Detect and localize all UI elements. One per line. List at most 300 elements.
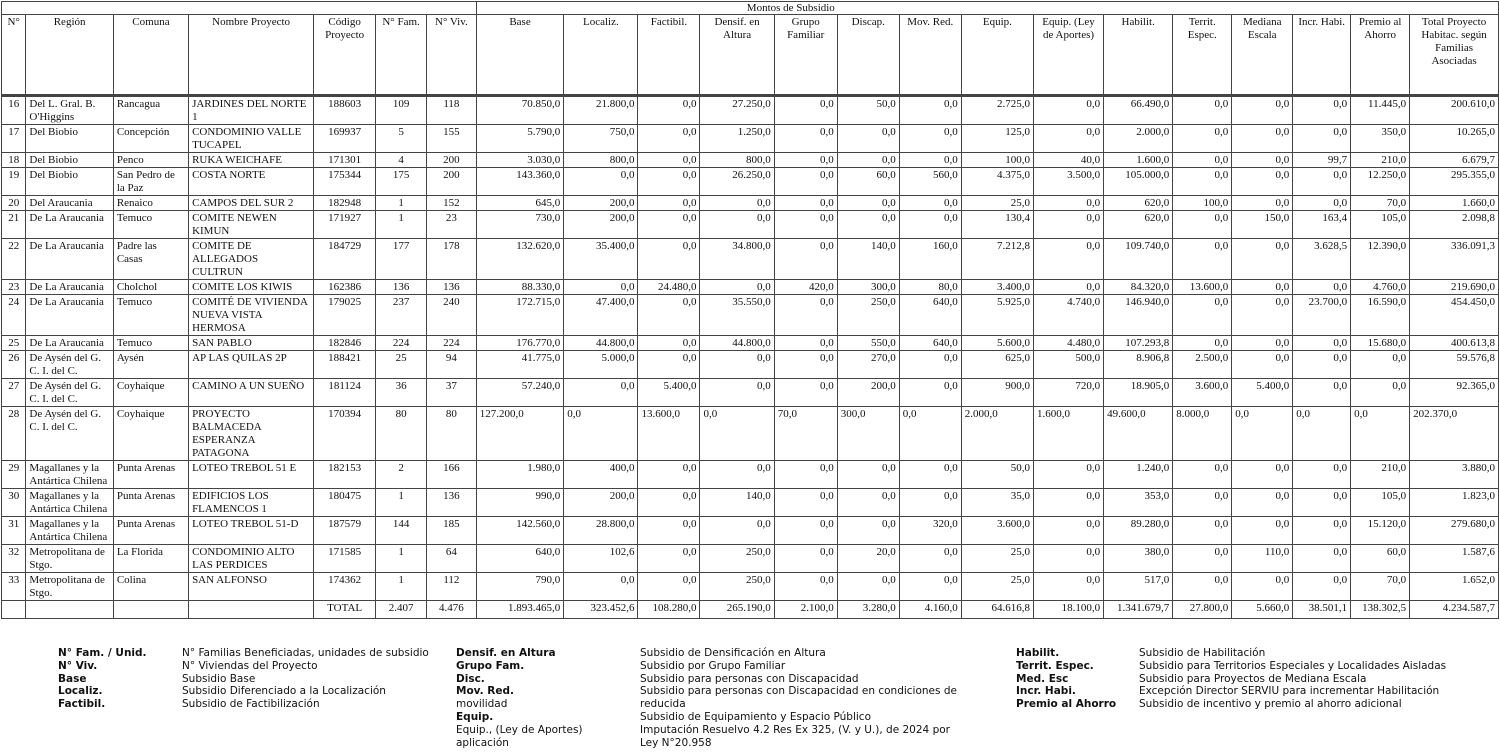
subsidy-amount-cell: 0,0 xyxy=(1293,196,1351,211)
subsidy-amount-cell: 560,0 xyxy=(899,168,961,196)
subsidy-amount-cell: 500,0 xyxy=(1033,351,1103,379)
subsidy-amount-cell: 0,0 xyxy=(1173,336,1232,351)
families-cell: 1 xyxy=(376,489,427,517)
subsidy-amount-cell: 84.320,0 xyxy=(1104,280,1173,295)
subsidy-amount-cell: 250,0 xyxy=(837,295,899,336)
legend-key: Med. Esc xyxy=(1016,672,1069,685)
subsidy-amount-cell: 163,4 xyxy=(1293,211,1351,239)
subsidy-amount-cell: 105,0 xyxy=(1351,489,1410,517)
subsidy-amount-cell: 0,0 xyxy=(638,168,700,196)
column-header: Mov. Red. xyxy=(899,15,961,96)
families-cell: 177 xyxy=(376,239,427,280)
subsidy-amount-cell: 132.620,0 xyxy=(476,239,563,280)
subsidy-amount-cell: 990,0 xyxy=(476,489,563,517)
comuna-cell: Penco xyxy=(113,153,188,168)
subsidy-amount-cell: 50,0 xyxy=(837,96,899,125)
subsidy-amount-cell: 2.098,8 xyxy=(1410,211,1499,239)
subsidy-amount-cell: 2.000,0 xyxy=(1104,125,1173,153)
subsidy-amount-cell: 26.250,0 xyxy=(700,168,774,196)
region-cell: De La Araucania xyxy=(26,336,113,351)
project-code-cell: 179025 xyxy=(314,295,376,336)
subsidy-amount-cell: 0,0 xyxy=(1033,461,1103,489)
column-header: Equip. (Ley de Aportes) xyxy=(1033,15,1103,96)
subsidy-amount-cell: 0,0 xyxy=(1293,168,1351,196)
region-cell: Metropolitana de Stgo. xyxy=(26,573,113,601)
subsidy-amount-cell: 0,0 xyxy=(1351,351,1410,379)
super-header-row xyxy=(2,2,1499,15)
subsidy-amount-cell: 279.680,0 xyxy=(1410,517,1499,545)
subsidy-amount-cell: 0,0 xyxy=(1351,407,1410,461)
families-cell: 109 xyxy=(376,96,427,125)
subsidy-amount-cell: 0,0 xyxy=(1293,545,1351,573)
project-name-cell: AP LAS QUILAS 2P xyxy=(189,351,314,379)
subsidy-amount-cell: 172.715,0 xyxy=(476,295,563,336)
subsidy-amount-cell: 320,0 xyxy=(899,517,961,545)
families-cell: 36 xyxy=(376,379,427,407)
comuna-cell: Punta Arenas xyxy=(113,489,188,517)
comuna-cell: Coyhaique xyxy=(113,379,188,407)
subsidy-amount-cell: 0,0 xyxy=(638,153,700,168)
subsidy-amount-cell: 140,0 xyxy=(700,489,774,517)
legend-item xyxy=(456,685,957,698)
subsidy-amount-cell: 1.240,0 xyxy=(1104,461,1173,489)
legend-item xyxy=(1016,673,1446,686)
subsidy-amount-cell: 0,0 xyxy=(1293,379,1351,407)
subsidy-amount-cell: 1.652,0 xyxy=(1410,573,1499,601)
subsidy-amount-cell: 0,0 xyxy=(1033,489,1103,517)
subsidy-amount-cell: 0,0 xyxy=(1232,461,1293,489)
table-row xyxy=(2,211,1499,239)
subsidy-amount-cell: 23.700,0 xyxy=(1293,295,1351,336)
subsidy-amount-cell: 70,0 xyxy=(1351,196,1410,211)
subsidy-amount-cell: 0,0 xyxy=(1033,573,1103,601)
subsidy-amount-cell: 0,0 xyxy=(1232,295,1293,336)
subsidy-amount-cell: 35,0 xyxy=(961,489,1033,517)
region-cell: De La Araucania xyxy=(26,295,113,336)
subsidy-amount-cell: 3.880,0 xyxy=(1410,461,1499,489)
subsidy-amount-cell: 0,0 xyxy=(1232,351,1293,379)
subsidy-amount-cell: 0,0 xyxy=(774,211,837,239)
legend-item xyxy=(456,711,957,724)
comuna-cell: Temuco xyxy=(113,211,188,239)
project-code-cell: 187579 xyxy=(314,517,376,545)
subsidy-amount-cell: 1.600,0 xyxy=(1104,153,1173,168)
project-code-cell: 175344 xyxy=(314,168,376,196)
table-row xyxy=(2,489,1499,517)
legend-key: Base xyxy=(58,672,87,685)
subsidy-amount-cell: 454.450,0 xyxy=(1410,295,1499,336)
region-cell: Del Biobio xyxy=(26,153,113,168)
dwellings-cell: 155 xyxy=(426,125,476,153)
subsidy-amount-cell: 89.280,0 xyxy=(1104,517,1173,545)
subsidy-amount-cell: 0,0 xyxy=(1173,168,1232,196)
comuna-cell: Rancagua xyxy=(113,96,188,125)
subsidy-amount-cell: 13.600,0 xyxy=(638,407,700,461)
legend-description: Excepción Director SERVIU para incrementar Habilitación xyxy=(1139,685,1440,698)
subsidy-amount-cell: 4.740,0 xyxy=(1033,295,1103,336)
subsidy-amount-cell: 0,0 xyxy=(837,517,899,545)
dwellings-cell: 136 xyxy=(426,280,476,295)
region-cell: De Aysén del G. C. I. del C. xyxy=(26,407,113,461)
subsidy-amount-cell: 0,0 xyxy=(1293,125,1351,153)
legend-key: Disc. xyxy=(456,672,485,685)
subsidy-amount-cell: 50,0 xyxy=(961,461,1033,489)
subsidy-amount-cell: 0,0 xyxy=(899,407,961,461)
subsidy-amount-cell: 0,0 xyxy=(837,153,899,168)
legend-key: N° Viv. xyxy=(58,659,98,672)
total-amount-cell: 38.501,1 xyxy=(1293,601,1351,619)
project-name-cell: PROYECTO BALMACEDA ESPERANZA PATAGONA xyxy=(189,407,314,461)
legend-item xyxy=(1016,698,1446,711)
subsidy-amount-cell: 3.600,0 xyxy=(1173,379,1232,407)
column-header: Nombre Proyecto xyxy=(189,15,314,96)
region-cell: De La Araucania xyxy=(26,211,113,239)
families-cell: 1 xyxy=(376,211,427,239)
subsidy-amount-cell: 200,0 xyxy=(564,489,638,517)
legend-item xyxy=(58,685,429,698)
subsidy-amount-cell: 0,0 xyxy=(837,573,899,601)
subsidy-amount-cell: 18.905,0 xyxy=(1104,379,1173,407)
subsidy-amount-cell: 25,0 xyxy=(961,545,1033,573)
comuna-cell: Padre las Casas xyxy=(113,239,188,280)
total-amount-cell: 64.616,8 xyxy=(961,601,1033,619)
legend-description: Subsidio de Densificación en Altura xyxy=(640,647,826,659)
total-amount-cell: 4.160,0 xyxy=(899,601,961,619)
legend-item xyxy=(58,673,429,686)
region-cell: Del Araucania xyxy=(26,196,113,211)
comuna-cell: Punta Arenas xyxy=(113,461,188,489)
subsidy-amount-cell: 12.250,0 xyxy=(1351,168,1410,196)
subsidy-amount-cell: 7.212,8 xyxy=(961,239,1033,280)
legend-description: Subsidio de incentivo y premio al ahorro adicional xyxy=(1139,698,1402,711)
subsidy-amount-cell: 0,0 xyxy=(1173,573,1232,601)
legend-item xyxy=(58,647,429,660)
project-code-cell: 182948 xyxy=(314,196,376,211)
subsidy-amount-cell: 27.250,0 xyxy=(700,96,774,125)
subsidy-amount-cell: 250,0 xyxy=(700,573,774,601)
total-amount-cell: 27.800,0 xyxy=(1173,601,1232,619)
subsidy-amount-cell: 0,0 xyxy=(1173,517,1232,545)
column-header: Densif. en Altura xyxy=(700,15,774,96)
subsidy-amount-cell: 0,0 xyxy=(1293,280,1351,295)
subsidy-amount-cell: 0,0 xyxy=(1033,280,1103,295)
project-code-cell: 170394 xyxy=(314,407,376,461)
subsidy-amount-cell: 0,0 xyxy=(899,351,961,379)
legend-description: Subsidio Base xyxy=(182,672,256,685)
project-code-cell: 188421 xyxy=(314,351,376,379)
subsidy-amount-cell: 60,0 xyxy=(837,168,899,196)
subsidy-amount-cell: 0,0 xyxy=(1293,96,1351,125)
subsidy-amount-cell: 0,0 xyxy=(564,379,638,407)
project-name-cell: SAN ALFONSO xyxy=(189,573,314,601)
total-amount-cell: 18.100,0 xyxy=(1033,601,1103,619)
super-header-montos: Montos de Subsidio xyxy=(476,2,1498,15)
table-row xyxy=(2,517,1499,545)
table-row xyxy=(2,545,1499,573)
row-number: 32 xyxy=(2,545,26,573)
total-amount-cell: 265.190,0 xyxy=(700,601,774,619)
dwellings-cell: 166 xyxy=(426,461,476,489)
subsidy-amount-cell: 0,0 xyxy=(899,125,961,153)
table-row xyxy=(2,461,1499,489)
subsidy-amount-cell: 0,0 xyxy=(774,545,837,573)
families-cell: 1 xyxy=(376,573,427,601)
subsidy-amount-cell: 0,0 xyxy=(564,280,638,295)
subsidy-amount-cell: 24.480,0 xyxy=(638,280,700,295)
subsidy-amount-cell: 0,0 xyxy=(1173,461,1232,489)
subsidy-amount-cell: 3.600,0 xyxy=(961,517,1033,545)
subsidy-amount-cell: 0,0 xyxy=(1293,351,1351,379)
region-cell: Magallanes y la Antártica Chilena xyxy=(26,489,113,517)
subsidy-amount-cell: 130,4 xyxy=(961,211,1033,239)
column-header: N° Fam. xyxy=(376,15,427,96)
empty-cell xyxy=(189,601,314,619)
legend-item xyxy=(1016,685,1446,698)
total-amount-cell: 108.280,0 xyxy=(638,601,700,619)
row-number: 31 xyxy=(2,517,26,545)
subsidy-amount-cell: 640,0 xyxy=(476,545,563,573)
subsidy-amount-cell: 100,0 xyxy=(1173,196,1232,211)
column-header: N° Viv. xyxy=(426,15,476,96)
subsidy-amount-cell: 0,0 xyxy=(899,573,961,601)
subsidy-amount-cell: 0,0 xyxy=(1173,211,1232,239)
table-row xyxy=(2,295,1499,336)
table-row xyxy=(2,336,1499,351)
subsidy-amount-cell: 620,0 xyxy=(1104,196,1173,211)
subsidy-amount-cell: 0,0 xyxy=(700,517,774,545)
project-name-cell: JARDINES DEL NORTE 1 xyxy=(189,96,314,125)
subsidy-amount-cell: 0,0 xyxy=(899,96,961,125)
subsidy-amount-cell: 0,0 xyxy=(1232,407,1293,461)
dwellings-cell: 200 xyxy=(426,168,476,196)
subsidy-amount-cell: 0,0 xyxy=(638,196,700,211)
legend-description: Subsidio Diferenciado a la Localización xyxy=(182,685,386,698)
legend-key: Localiz. xyxy=(58,685,103,698)
column-header: Habilit. xyxy=(1104,15,1173,96)
dwellings-cell: 118 xyxy=(426,96,476,125)
dwellings-cell: 152 xyxy=(426,196,476,211)
subsidy-amount-cell: 40,0 xyxy=(1033,153,1103,168)
dwellings-cell: 200 xyxy=(426,153,476,168)
legend-key: Equip. xyxy=(456,710,494,723)
subsidy-amount-cell: 10.265,0 xyxy=(1410,125,1499,153)
subsidy-amount-cell: 0,0 xyxy=(774,573,837,601)
subsidy-amount-cell: 47.400,0 xyxy=(564,295,638,336)
project-code-cell: 171927 xyxy=(314,211,376,239)
families-cell: 136 xyxy=(376,280,427,295)
subsidy-amount-cell: 625,0 xyxy=(961,351,1033,379)
project-code-cell: 182153 xyxy=(314,461,376,489)
empty-cell xyxy=(2,601,26,619)
super-header-blank xyxy=(2,2,477,15)
subsidy-amount-cell: 517,0 xyxy=(1104,573,1173,601)
row-number: 19 xyxy=(2,168,26,196)
subsidy-amount-cell: 140,0 xyxy=(837,239,899,280)
project-name-cell: CONDOMINIO ALTO LAS PERDICES xyxy=(189,545,314,573)
subsidy-amount-cell: 0,0 xyxy=(638,211,700,239)
column-header: Incr. Habi. xyxy=(1293,15,1351,96)
row-number: 30 xyxy=(2,489,26,517)
subsidy-amount-cell: 202.370,0 xyxy=(1410,407,1499,461)
subsidy-amount-cell: 0,0 xyxy=(700,461,774,489)
subsidy-amount-cell: 210,0 xyxy=(1351,153,1410,168)
subsidy-amount-cell: 0,0 xyxy=(638,336,700,351)
table-row xyxy=(2,96,1499,125)
subsidy-amount-cell: 66.490,0 xyxy=(1104,96,1173,125)
subsidy-amount-cell: 270,0 xyxy=(837,351,899,379)
legend-description: Subsidio por Grupo Familiar xyxy=(640,659,786,672)
subsidy-amount-cell: 645,0 xyxy=(476,196,563,211)
legend-item xyxy=(1016,660,1446,673)
subsidy-amount-cell: 0,0 xyxy=(1173,239,1232,280)
column-header: Localiz. xyxy=(564,15,638,96)
subsidy-amount-cell: 0,0 xyxy=(774,125,837,153)
project-code-cell: 162386 xyxy=(314,280,376,295)
subsidy-amount-cell: 0,0 xyxy=(1232,168,1293,196)
total-amount-cell: 2.100,0 xyxy=(774,601,837,619)
legend-description: N° Viviendas del Proyecto xyxy=(182,659,318,672)
subsidy-amount-cell: 0,0 xyxy=(1033,96,1103,125)
subsidy-amount-cell: 0,0 xyxy=(1232,125,1293,153)
subsidy-amount-cell: 125,0 xyxy=(961,125,1033,153)
families-cell: 144 xyxy=(376,517,427,545)
row-number: 23 xyxy=(2,280,26,295)
subsidy-amount-cell: 49.600,0 xyxy=(1104,407,1173,461)
subsidy-amount-cell: 295.355,0 xyxy=(1410,168,1499,196)
subsidy-amount-cell: 5.925,0 xyxy=(961,295,1033,336)
subsidy-amount-cell: 12.390,0 xyxy=(1351,239,1410,280)
column-header: Premio al Ahorro xyxy=(1351,15,1410,96)
subsidy-amount-cell: 0,0 xyxy=(1232,489,1293,517)
subsidy-amount-cell: 21.800,0 xyxy=(564,96,638,125)
total-amount-cell: 5.660,0 xyxy=(1232,601,1293,619)
families-cell: 175 xyxy=(376,168,427,196)
project-name-cell: COMITE NEWEN KIMUN xyxy=(189,211,314,239)
subsidy-amount-cell: 150,0 xyxy=(1232,211,1293,239)
subsidy-amount-cell: 0,0 xyxy=(1173,545,1232,573)
row-number: 33 xyxy=(2,573,26,601)
subsidy-amount-cell: 0,0 xyxy=(700,379,774,407)
subsidy-amount-cell: 2.500,0 xyxy=(1173,351,1232,379)
subsidy-amount-cell: 107.293,8 xyxy=(1104,336,1173,351)
legend-description: reducida xyxy=(640,698,686,711)
dwellings-cell: 178 xyxy=(426,239,476,280)
subsidy-amount-cell: 550,0 xyxy=(837,336,899,351)
subsidy-amount-cell: 1.600,0 xyxy=(1033,407,1103,461)
subsidy-amount-cell: 0,0 xyxy=(774,295,837,336)
table-row xyxy=(2,407,1499,461)
subsidy-amount-cell: 0,0 xyxy=(1232,239,1293,280)
subsidy-amount-cell: 0,0 xyxy=(899,211,961,239)
row-number: 18 xyxy=(2,153,26,168)
subsidy-amount-cell: 0,0 xyxy=(700,407,774,461)
total-amount-cell: 323.452,6 xyxy=(564,601,638,619)
project-code-cell: 174362 xyxy=(314,573,376,601)
project-name-cell: COMITE LOS KIWIS xyxy=(189,280,314,295)
subsidy-amount-cell: 1.660,0 xyxy=(1410,196,1499,211)
subsidy-amount-cell: 5.400,0 xyxy=(1232,379,1293,407)
table-row xyxy=(2,168,1499,196)
subsidy-amount-cell: 219.690,0 xyxy=(1410,280,1499,295)
legend-column-1 xyxy=(58,647,429,711)
subsidy-amount-cell: 92.365,0 xyxy=(1410,379,1499,407)
row-number: 20 xyxy=(2,196,26,211)
dwellings-cell: 37 xyxy=(426,379,476,407)
row-number: 27 xyxy=(2,379,26,407)
subsidy-amount-cell: 0,0 xyxy=(1293,489,1351,517)
subsidy-amount-cell: 0,0 xyxy=(837,211,899,239)
region-cell: Magallanes y la Antártica Chilena xyxy=(26,517,113,545)
subsidy-amount-cell: 0,0 xyxy=(1293,573,1351,601)
subsidy-amount-cell: 0,0 xyxy=(1293,407,1351,461)
legend-item xyxy=(456,724,957,737)
dwellings-cell: 224 xyxy=(426,336,476,351)
empty-cell xyxy=(26,601,113,619)
table-row xyxy=(2,196,1499,211)
subsidy-amount-cell: 1.587,6 xyxy=(1410,545,1499,573)
project-name-cell: CAMINO A UN SUEÑO xyxy=(189,379,314,407)
column-header: Discap. xyxy=(837,15,899,96)
dwellings-cell: 112 xyxy=(426,573,476,601)
subsidy-amount-cell: 16.590,0 xyxy=(1351,295,1410,336)
subsidy-amount-cell: 0,0 xyxy=(1232,280,1293,295)
subsidy-amount-cell: 0,0 xyxy=(1033,517,1103,545)
column-header: Mediana Escala xyxy=(1232,15,1293,96)
subsidy-amount-cell: 200,0 xyxy=(564,196,638,211)
subsidy-amount-cell: 0,0 xyxy=(1293,461,1351,489)
subsidy-amount-cell: 353,0 xyxy=(1104,489,1173,517)
subsidy-amount-cell: 35.400,0 xyxy=(564,239,638,280)
subsidy-amount-cell: 0,0 xyxy=(837,125,899,153)
subsidy-amount-cell: 109.740,0 xyxy=(1104,239,1173,280)
subsidy-amount-cell: 400.613,8 xyxy=(1410,336,1499,351)
row-number: 28 xyxy=(2,407,26,461)
subsidy-amount-cell: 142.560,0 xyxy=(476,517,563,545)
project-code-cell: 169937 xyxy=(314,125,376,153)
subsidy-amount-cell: 20,0 xyxy=(837,545,899,573)
subsidy-amount-cell: 730,0 xyxy=(476,211,563,239)
subsidy-amount-cell: 0,0 xyxy=(700,211,774,239)
subsidy-amount-cell: 300,0 xyxy=(837,407,899,461)
empty-cell xyxy=(113,601,188,619)
column-header: Comuna xyxy=(113,15,188,96)
subsidy-amount-cell: 250,0 xyxy=(700,545,774,573)
families-cell: 4 xyxy=(376,153,427,168)
subsidy-amount-cell: 1.250,0 xyxy=(700,125,774,153)
families-cell: 2 xyxy=(376,461,427,489)
subsidy-amount-cell: 0,0 xyxy=(1232,153,1293,168)
project-name-cell: EDIFICIOS LOS FLAMENCOS 1 xyxy=(189,489,314,517)
families-cell: 25 xyxy=(376,351,427,379)
subsidy-amount-cell: 300,0 xyxy=(837,280,899,295)
subsidy-amount-cell: 0,0 xyxy=(899,489,961,517)
subsidy-amount-cell: 0,0 xyxy=(1173,489,1232,517)
region-cell: Del Biobio xyxy=(26,168,113,196)
project-name-cell: RUKA WEICHAFE xyxy=(189,153,314,168)
subsidy-amount-cell: 0,0 xyxy=(638,295,700,336)
subsidy-amount-cell: 380,0 xyxy=(1104,545,1173,573)
project-name-cell: CAMPOS DEL SUR 2 xyxy=(189,196,314,211)
subsidy-amount-cell: 0,0 xyxy=(774,351,837,379)
subsidy-amount-cell: 41.775,0 xyxy=(476,351,563,379)
column-header: Base xyxy=(476,15,563,96)
legend-key: Incr. Habi. xyxy=(1016,685,1076,698)
subsidy-amount-cell: 0,0 xyxy=(899,153,961,168)
legend-key: Mov. Red. xyxy=(456,685,515,698)
row-number: 25 xyxy=(2,336,26,351)
project-code-cell: 184729 xyxy=(314,239,376,280)
region-cell: De Aysén del G. C. I. del C. xyxy=(26,379,113,407)
